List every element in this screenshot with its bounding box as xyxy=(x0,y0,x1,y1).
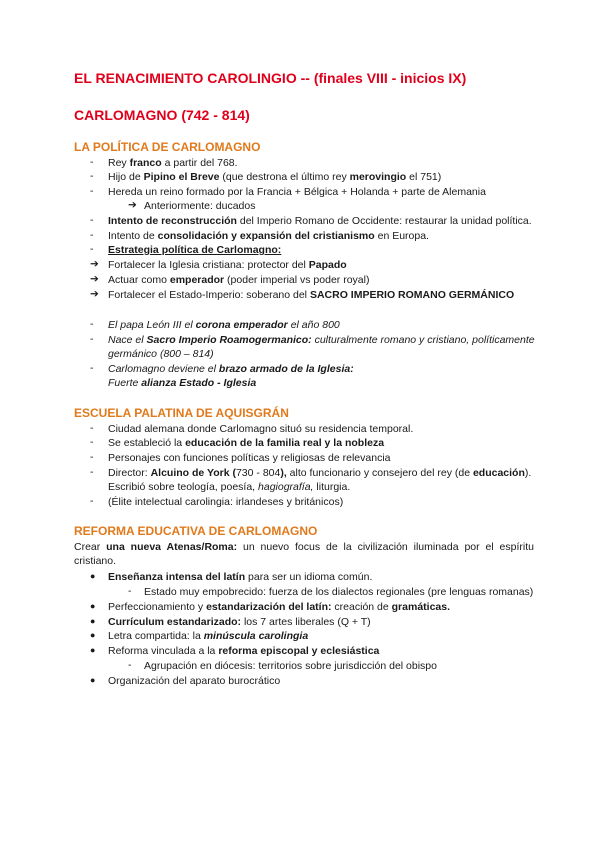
list-dash: - xyxy=(90,170,94,182)
list-dash: - xyxy=(90,466,94,478)
list-item: Letra compartida: la minúscula carolingia xyxy=(108,630,309,642)
list-dash: - xyxy=(90,422,94,434)
list-item: (Élite intelectual carolingia: irlandeses y británicos) xyxy=(108,496,344,508)
arrow-icon: ➔ xyxy=(128,199,137,211)
bullet-icon: ● xyxy=(90,601,96,611)
list-dash: - xyxy=(90,229,94,241)
bullet-icon: ● xyxy=(90,675,96,685)
list-item: Hereda un reino formado por la Francia + Bélgica + Holanda + parte de Alemania xyxy=(108,186,486,198)
list-item: Organización del aparato burocrático xyxy=(108,675,281,687)
list-item: Perfeccionamiento y estandarización del latín: creación de gramáticas. xyxy=(108,601,451,613)
list-item: Fortalecer la Iglesia cristiana: protector del Papado xyxy=(108,259,347,271)
list-subitem: Agrupación en diócesis: territorios sobre jurisdicción del obispo xyxy=(144,660,437,672)
section-heading-escuela: ESCUELA PALATINA DE AQUISGRÁN xyxy=(74,406,289,420)
list-item: Fortalecer el Estado-Imperio: soberano del SACRO IMPERIO ROMANO GERMÁNICO xyxy=(108,289,515,301)
list-item: Estrategia política de Carlomagno: xyxy=(108,244,282,256)
list-item: Enseñanza intensa del latín para ser un idioma común. xyxy=(108,571,373,583)
list-subitem: Estado muy empobrecido: fuerza de los dialectos regionales (pre lenguas romanas) xyxy=(144,586,534,598)
intro-paragraph: Crear una nueva Atenas/Roma: un nuevo focus de la civilización iluminada por el espíritu cristiano. xyxy=(74,541,534,567)
list-item: Intento de reconstrucción del Imperio Romano de Occidente: restaurar la unidad política. xyxy=(108,215,532,227)
arrow-icon: ➔ xyxy=(90,258,99,270)
list-dash: - xyxy=(90,243,94,255)
bullet-icon: ● xyxy=(90,645,96,655)
list-dash: - xyxy=(90,214,94,226)
list-item: Carlomagno deviene el brazo armado de la Iglesia: xyxy=(108,363,354,375)
list-dash: - xyxy=(128,585,132,597)
section-heading-reforma: REFORMA EDUCATIVA DE CARLOMAGNO xyxy=(74,524,318,538)
list-item-continuation: Fuerte alianza Estado - Iglesia xyxy=(108,377,257,389)
list-item-continuation: germánico (800 – 814) xyxy=(108,348,214,360)
list-item: Ciudad alemana donde Carlomagno situó su residencia temporal. xyxy=(108,423,414,435)
arrow-icon: ➔ xyxy=(90,273,99,285)
list-item: Personajes con funciones políticas y religiosas de relevancia xyxy=(108,452,391,464)
section-heading-politica: LA POLÍTICA DE CARLOMAGNO xyxy=(74,140,261,154)
list-item: Hijo de Pipino el Breve (que destrona el último rey merovingio el 751) xyxy=(108,171,442,183)
list-item: Actuar como emperador (poder imperial vs poder royal) xyxy=(108,274,370,286)
page-subtitle: CARLOMAGNO (742 - 814) xyxy=(74,107,250,123)
list-item: Director: Alcuino de York (730 - 804), alto funcionario y consejero del rey (de educación). xyxy=(108,467,532,479)
list-item: Intento de consolidación y expansión del cristianismo en Europa. xyxy=(108,230,429,242)
list-dash: - xyxy=(128,659,132,671)
list-item: El papa León III el corona emperador el año 800 xyxy=(108,319,340,331)
list-subitem: Anteriormente: ducados xyxy=(144,200,256,212)
bullet-icon: ● xyxy=(90,630,96,640)
list-item-continuation: Escribió sobre teología, poesía, hagiografía, liturgia. xyxy=(108,481,351,493)
list-dash: - xyxy=(90,333,94,345)
list-dash: - xyxy=(90,495,94,507)
list-item: Currículum estandarizado: los 7 artes liberales (Q + T) xyxy=(108,616,371,628)
arrow-icon: ➔ xyxy=(90,288,99,300)
list-item: Se estableció la educación de la familia real y la nobleza xyxy=(108,437,385,449)
page-title: EL RENACIMIENTO CAROLINGIO -- (finales VIII - inicios IX) xyxy=(74,70,467,86)
list-dash: - xyxy=(90,156,94,168)
list-dash: - xyxy=(90,362,94,374)
list-item: Nace el Sacro Imperio Roamogermanico: culturalmente romano y cristiano, políticamente xyxy=(108,334,535,346)
list-item: Rey franco a partir del 768. xyxy=(108,157,238,169)
list-item: Reforma vinculada a la reforma episcopal y eclesiástica xyxy=(108,645,380,657)
bullet-icon: ● xyxy=(90,616,96,626)
list-dash: - xyxy=(90,451,94,463)
bullet-icon: ● xyxy=(90,571,96,581)
list-dash: - xyxy=(90,436,94,448)
list-dash: - xyxy=(90,185,94,197)
list-dash: - xyxy=(90,318,94,330)
